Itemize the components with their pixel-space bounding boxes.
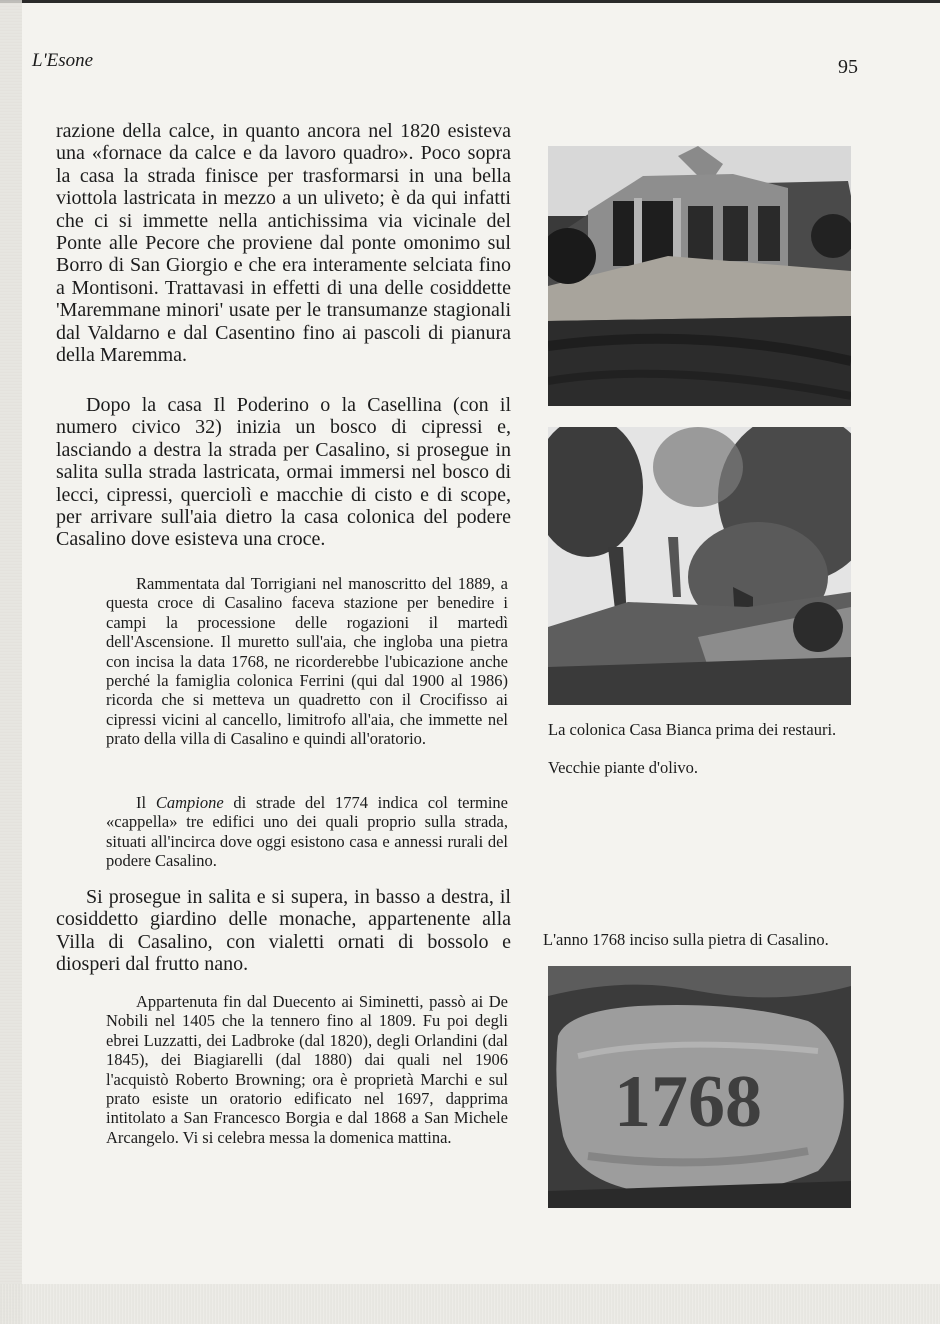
page-number: 95 — [838, 56, 858, 78]
caption-engraved-stone: L'anno 1768 inciso sulla pietra di Casalino. — [543, 930, 829, 949]
engraved-stone-photo — [548, 966, 851, 1208]
farmhouse-photo — [548, 146, 851, 406]
body-paragraph-1: razione della calce, in quanto ancora nel 1820 esisteva una «fornace da calce e da lavoro quadro». Poco sopra la casa la strada finisce per trasformarsi in una bella viottola lastricata in mezzo a un uliveto; è da qui infatti che ci si immette nella antichissima via vicinale del Ponte alle Pecore che proviene dal ponte omonimo sul Borro di San Giorgio e che era interamente selciata fino a Montisoni. Trattavasi in effetti di una delle cosiddette 'Maremmane minori' usate per le transumanze stagionali dal Valdarno e dal Casentino fino ai pascoli di pianura della Maremma. — [56, 120, 511, 367]
note-paragraph-3: Appartenuta fin dal Duecento ai Siminetti, passò ai De Nobili nel 1405 che la tennero fino al 1809. Fu poi degli ebrei Luzzatti, dei Ladbroke (dal 1820), degli Orlandini (dal 1845), dei Biagiarelli (dal 1880) dai quali nel 1906 l'acquistò Roberto Browning; ora è proprietà Marchi e sul prato esiste un oratorio edificato nel 1697, dapprima intitolato a San Francesco Borgia e dal 1868 a San Michele Arcangelo. Vi si celebra messa la domenica mattina. — [106, 992, 508, 1147]
note-2-rest: di strade del 1774 indica col termine «cappella» tre edifici uno dei quali proprio sulla strada, situati all'incirca dove oggi esistono casa e annessi rurali del podere Casalino. — [106, 793, 508, 871]
olive-trees-photo — [548, 427, 851, 705]
body-paragraph-2: Dopo la casa Il Poderino o la Casellina (con il numero civico 32) inizia un bosco di cipressi e, lasciando a destra la strada per Casalino, si prosegue in salita sulla strada lastricata, ormai immersi nel bosco di lecci, cipressi, querciolì e macchie di cisto e di scope, per arrivare sull'aia dietro la casa colonica del podere Casalino dove esisteva una croce. — [56, 394, 511, 551]
body-paragraph-3: Si prosegue in salita e si supera, in basso a destra, il cosiddetto giardino delle monache, appartenente alla Villa di Casalino, con vialetti ornati di bossolo e diosperi dal frutto nano. — [56, 886, 511, 976]
scan-left-edge — [0, 0, 22, 1324]
scan-top-edge — [0, 0, 940, 3]
stone-inscription: 1768 — [614, 1061, 762, 1143]
note-2-prefix: Il — [136, 793, 156, 812]
caption-farmhouse: La colonica Casa Bianca prima dei restauri. — [548, 720, 837, 739]
running-title: L'Esone — [32, 50, 94, 71]
note-paragraph-1: Rammentata dal Torrigiani nel manoscritto del 1889, a questa croce di Casalino faceva stazione per benedire i campi la processione delle rogazioni il martedì dell'Ascensione. Il muretto sull'aia, che ingloba una pietra con incisa la data 1768, ne ricorderebbe l'ubicazione anche perché la famiglia colonica Ferrini (qui dal 1900 al 1986) ricorda che si metteva un quadretto con il Crocifisso ai cipressi vicini al cancello, limitrofo all'aia, che immette nel prato della villa di Casalino e quindi all'oratorio. — [106, 574, 508, 749]
campione-italic: Campione — [155, 793, 224, 812]
note-paragraph-2 — [106, 793, 508, 871]
scan-bottom-edge — [0, 1284, 940, 1324]
caption-olive-trees: Vecchie piante d'olivo. — [548, 758, 699, 777]
